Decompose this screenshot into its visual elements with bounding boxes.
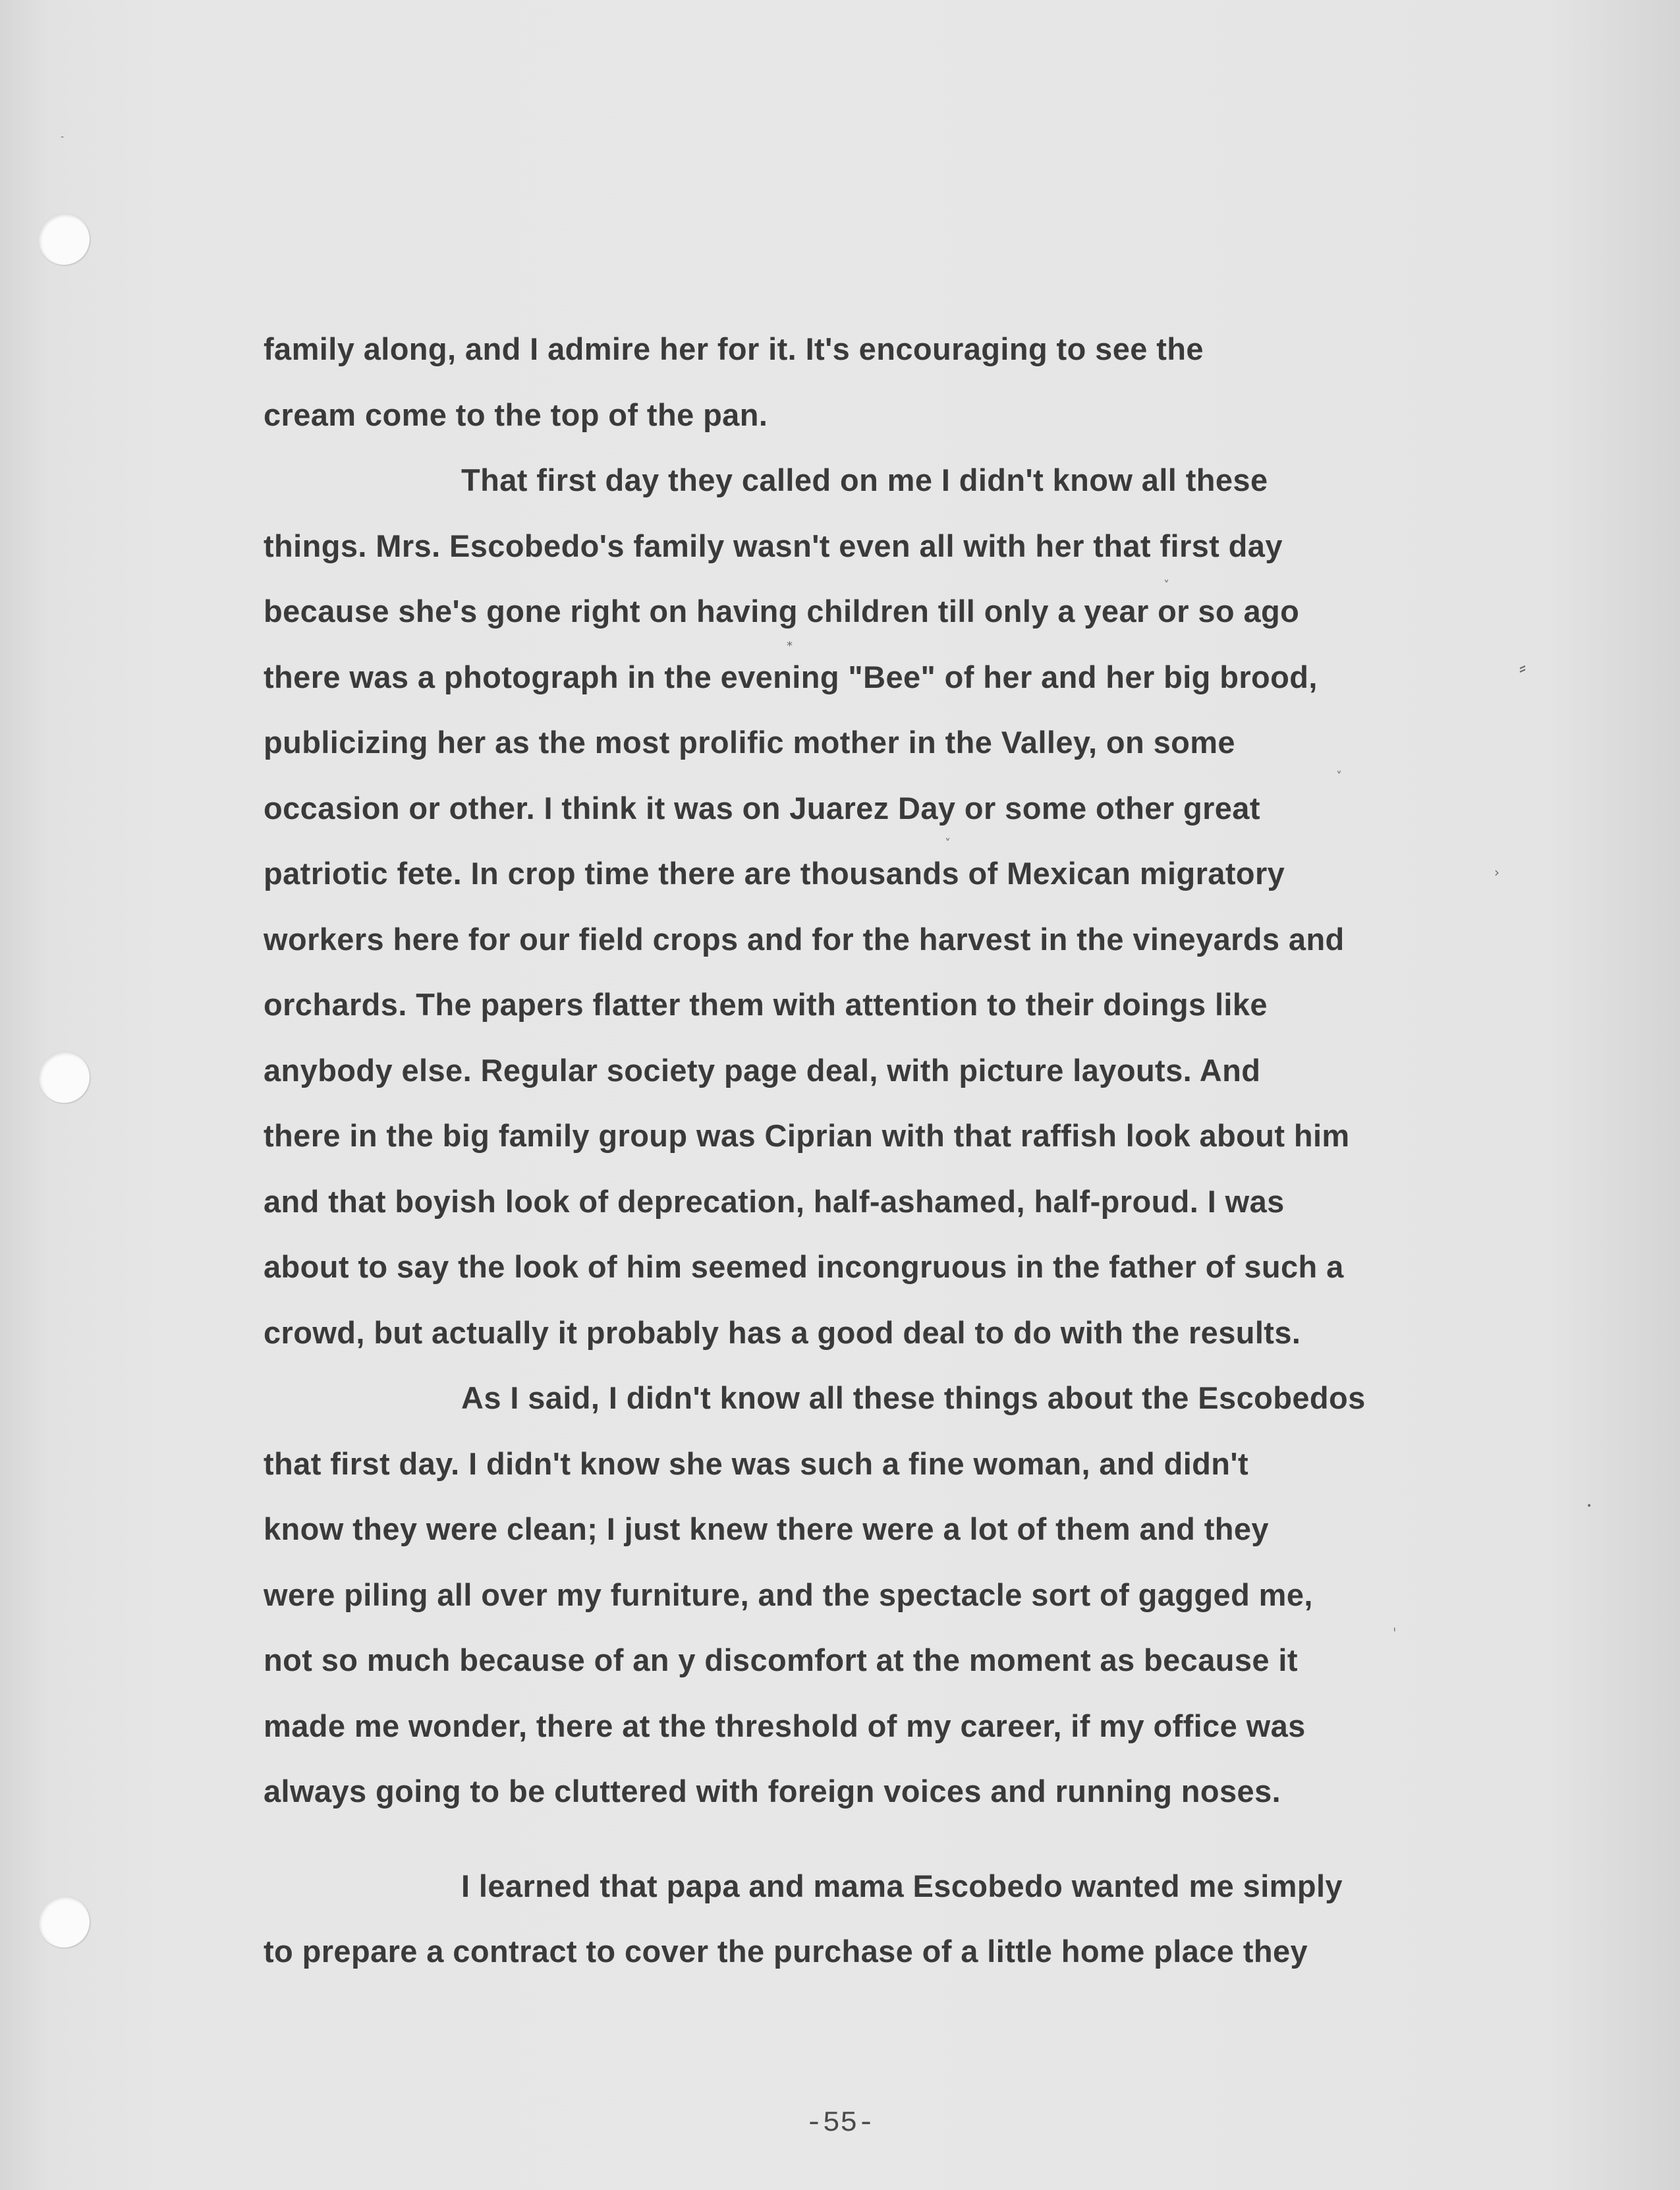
proofreading-mark: ˅ (1336, 770, 1342, 783)
punch-hole (38, 1896, 90, 1948)
punch-hole (38, 213, 90, 265)
proofreading-mark: ˌ (1393, 1617, 1397, 1633)
text-line: were piling all over my furniture, and the spectacle sort of gagged me, (264, 1577, 1313, 1612)
stray-mark: • (1586, 1501, 1592, 1511)
margin-mark: › (1494, 864, 1499, 880)
text-line: cream come to the top of the pan. (264, 397, 768, 432)
margin-mark: ⸗ (1519, 656, 1526, 679)
text-line: because she's gone right on having children till only a year or so ago (264, 594, 1300, 629)
text-line: to prepare a contract to cover the purchase of a little home place they (264, 1934, 1308, 1969)
punch-hole (38, 1052, 90, 1103)
proofreading-mark: ˅ (1163, 578, 1169, 592)
text-line: things. Mrs. Escobedo's family wasn't even all with her that first day (264, 528, 1283, 563)
text-line: anybody else. Regular society page deal, with picture layouts. And (264, 1052, 1261, 1088)
text-line: crowd, but actually it probably has a good deal to do with the results. (264, 1314, 1301, 1350)
text-line: workers here for our field crops and for the harvest in the vineyards and (264, 921, 1345, 957)
text-line: patriotic fete. In crop time there are thousands of Mexican migratory (264, 856, 1285, 891)
text-line: family along, and I admire her for it. It's encouraging to see the (264, 331, 1204, 366)
text-line: occasion or other. I think it was on Juarez Day or some other great (264, 790, 1260, 826)
text-line: That first day they called on me I didn't know all these (461, 463, 1268, 497)
text-line: there in the big family group was Ciprian with that raffish look about him (264, 1118, 1350, 1153)
text-line: As I said, I didn't know all these things about the Escobedos (461, 1380, 1366, 1415)
page-number: -55- (805, 2107, 875, 2140)
text-line: know they were clean; I just knew there were a lot of them and they (264, 1511, 1269, 1546)
text-line: not so much because of an y discomfort at the moment as because it (264, 1642, 1298, 1677)
text-line: there was a photograph in the evening "Bee" of her and her big brood, (264, 659, 1318, 694)
text-line: always going to be cluttered with foreign voices and running noses. (264, 1774, 1281, 1809)
text-line: and that boyish look of deprecation, half-ashamed, half-proud. I was (264, 1183, 1285, 1219)
text-line: about to say the look of him seemed incongruous in the father of such a (264, 1249, 1344, 1284)
proofreading-mark: * (787, 639, 793, 653)
text-line: made me wonder, there at the threshold of my career, if my office was (264, 1708, 1306, 1743)
body-text (264, 316, 1489, 1984)
proofreading-mark: ˅ (945, 837, 951, 851)
text-line: orchards. The papers flatter them with attention to their doings like (264, 987, 1268, 1022)
stray-mark: - (61, 132, 65, 142)
text-line: publicizing her as the most prolific mother in the Valley, on some (264, 725, 1235, 760)
text-line: that first day. I didn't know she was such a fine woman, and didn't (264, 1446, 1248, 1481)
paragraph-gap (264, 1824, 1489, 1853)
text-line: I learned that papa and mama Escobedo wanted me simply (461, 1868, 1343, 1903)
